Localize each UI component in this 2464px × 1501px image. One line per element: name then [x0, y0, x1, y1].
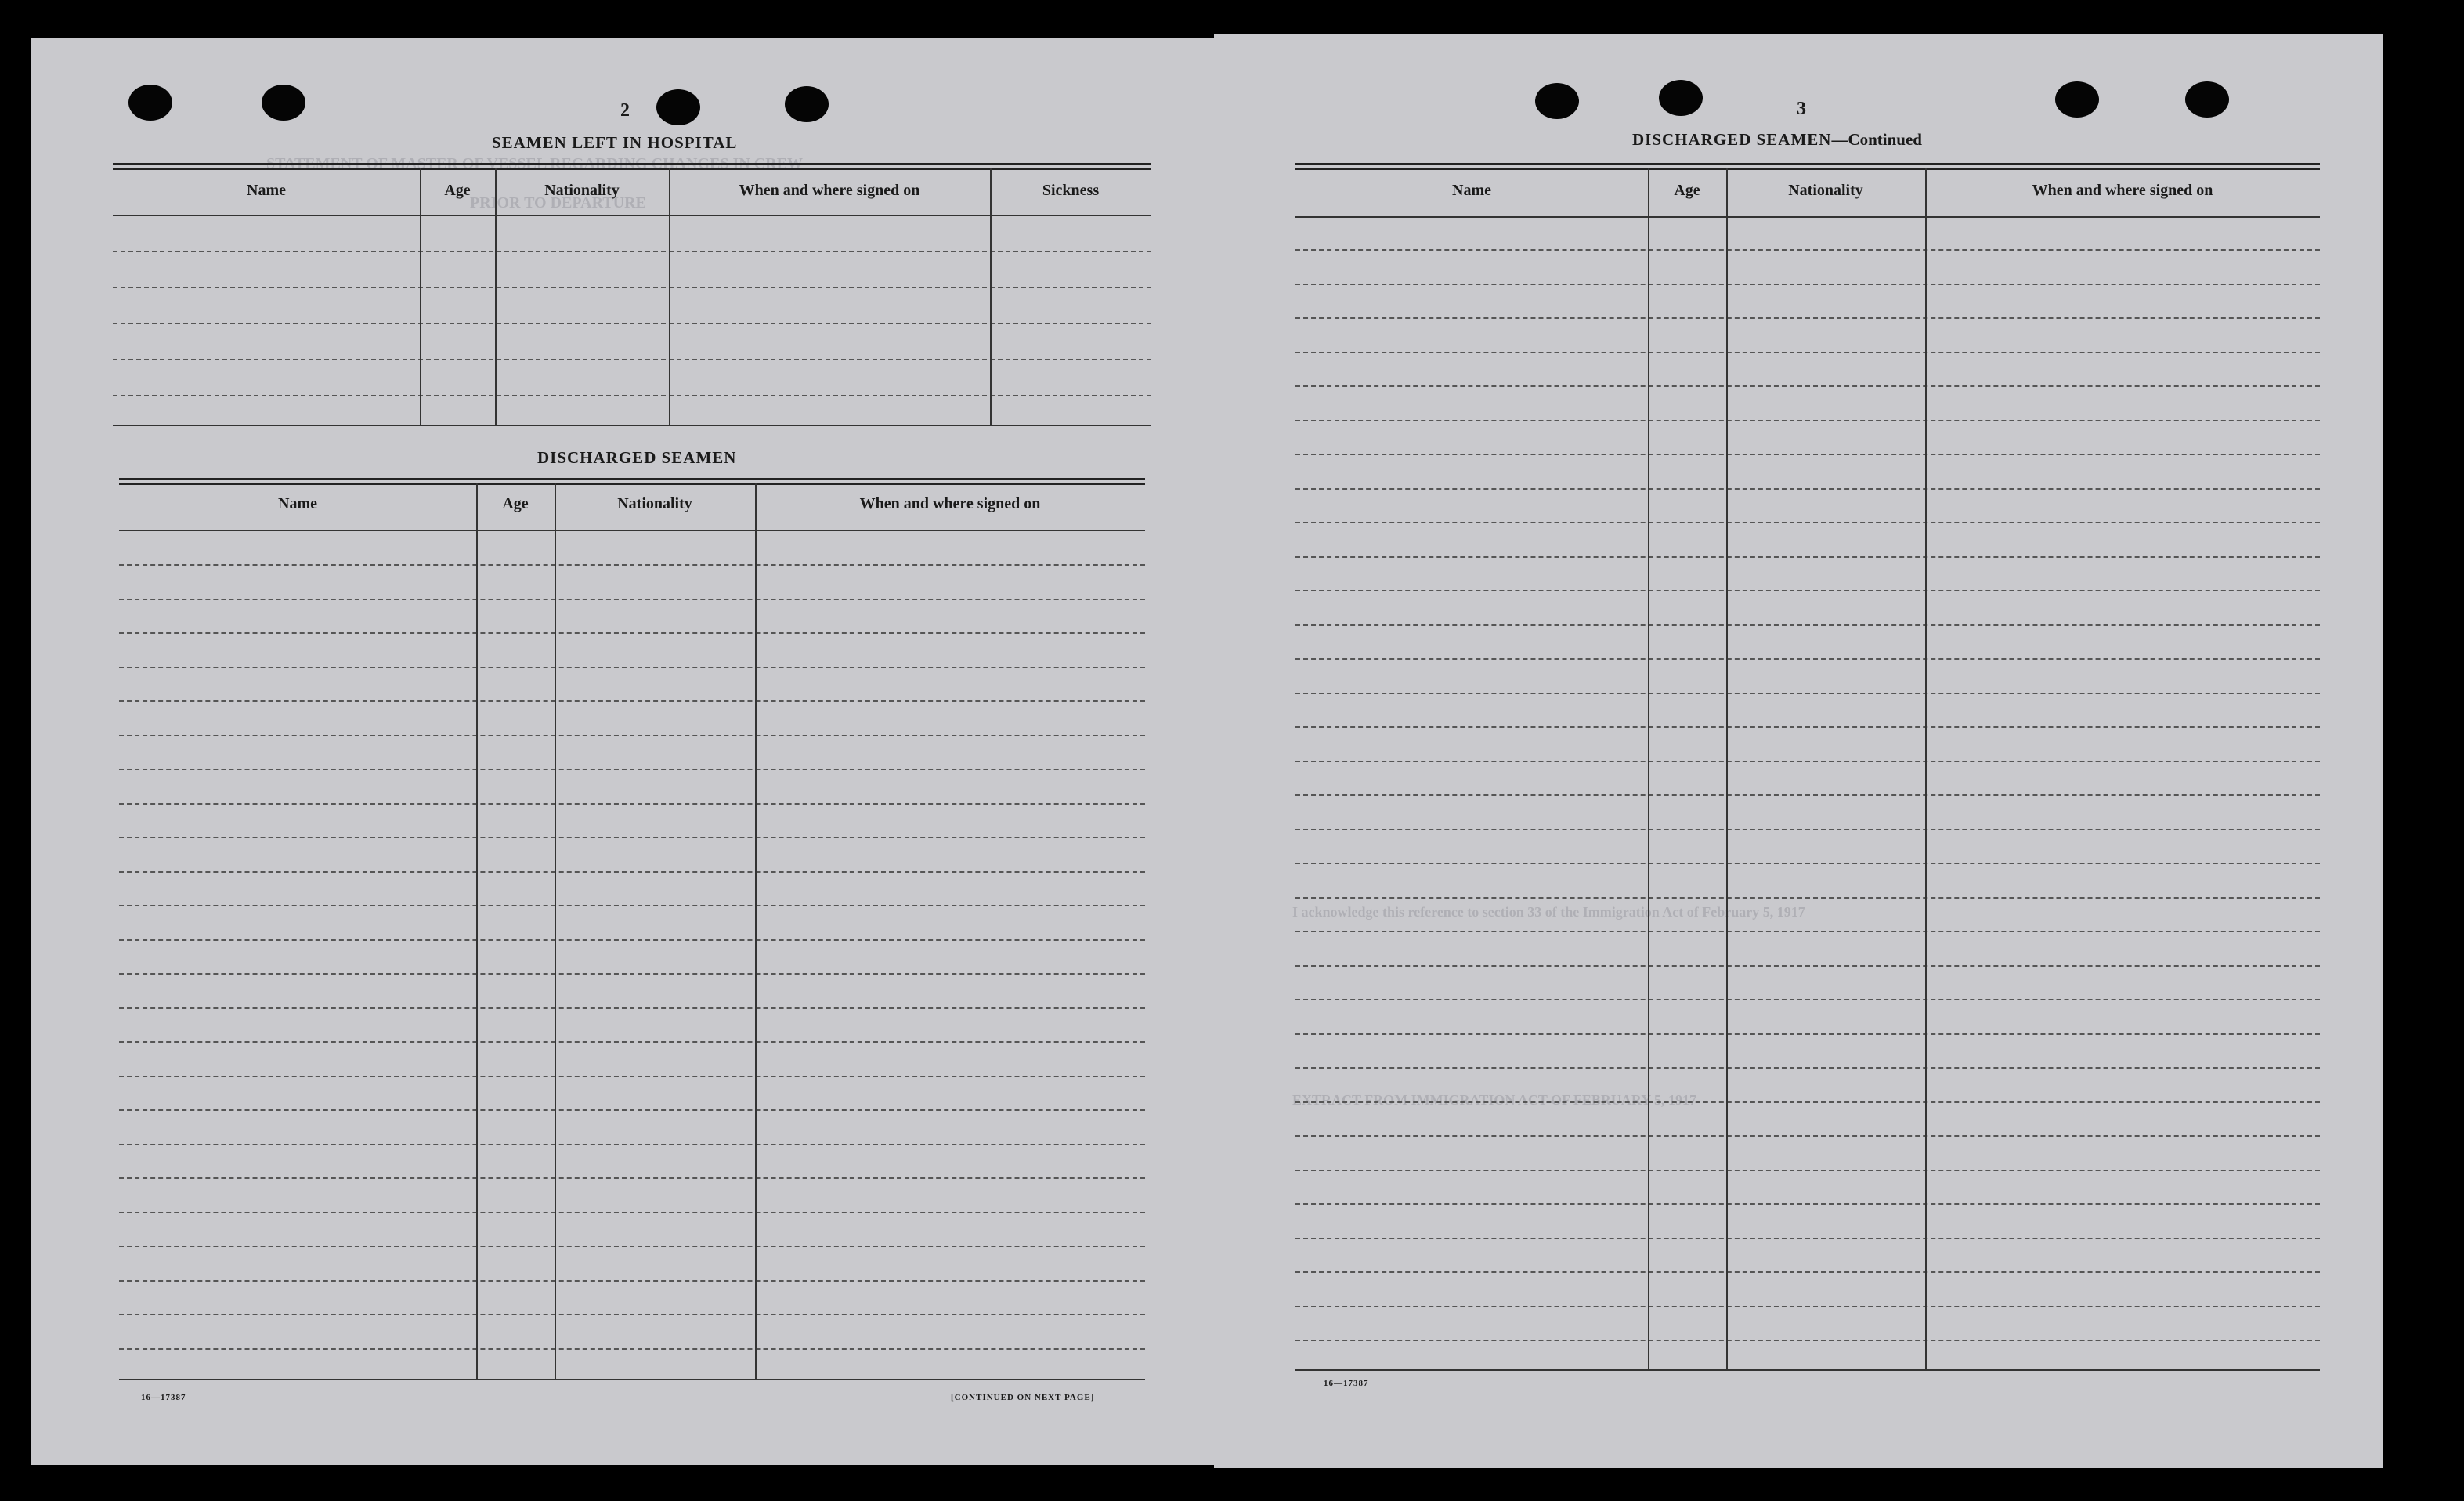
discharged-section-title: DISCHARGED SEAMEN: [537, 448, 737, 467]
table-row: [119, 1348, 1145, 1350]
table-row: [1295, 999, 2320, 1000]
table-row: [1295, 249, 2320, 251]
table-row: [119, 1212, 1145, 1213]
table-row: [1295, 829, 2320, 830]
table-bottom-rule: [1295, 1369, 2320, 1371]
header-rule: [1295, 216, 2320, 218]
table-row: [119, 803, 1145, 805]
table-row: [119, 1007, 1145, 1009]
page-number: 3: [1797, 99, 1806, 119]
table-row: [119, 1041, 1145, 1043]
table-top-rule: [1295, 163, 2320, 165]
table-row: [113, 251, 1151, 252]
table-row: [1295, 1271, 2320, 1273]
table-top-rule: [119, 478, 1145, 480]
header-rule: [113, 215, 1151, 216]
table-row: [119, 564, 1145, 566]
table-row: [1295, 726, 2320, 728]
punch-hole: [128, 85, 172, 121]
column-header-name: Name: [1452, 182, 1491, 199]
column-divider: [495, 168, 497, 425]
table-row: [1295, 897, 2320, 899]
table-row: [119, 599, 1145, 600]
table-row: [119, 973, 1145, 975]
table-row: [1295, 1033, 2320, 1035]
table-row: [1295, 590, 2320, 591]
discharged-table: [119, 478, 1145, 1382]
column-header-age: Age: [502, 495, 529, 512]
table-row: [1295, 1306, 2320, 1307]
column-divider: [755, 483, 757, 1379]
table-row: [1295, 931, 2320, 932]
table-row: [1295, 522, 2320, 523]
table-row: [1295, 488, 2320, 490]
form-number: 16—17387: [141, 1393, 186, 1402]
bleed-through-text: EXTRACT FROM IMMIGRATION ACT OF FEBRUARY 5, 1917: [1292, 1092, 1697, 1108]
table-row: [119, 769, 1145, 770]
table-row: [1295, 1340, 2320, 1341]
table-top-rule: [119, 483, 1145, 485]
table-top-rule: [1295, 168, 2320, 170]
table-row: [113, 323, 1151, 324]
table-row: [1295, 624, 2320, 626]
table-row: [1295, 693, 2320, 694]
table-row: [113, 359, 1151, 360]
table-row: [119, 1076, 1145, 1077]
table-row: [1295, 317, 2320, 319]
table-row: [1295, 352, 2320, 353]
title-continued: —Continued: [1831, 130, 1922, 149]
table-row: [113, 287, 1151, 288]
column-header-age: Age: [444, 182, 471, 199]
header-rule: [119, 530, 1145, 531]
column-header-sickness: Sickness: [1042, 182, 1100, 199]
table-row: [1295, 1170, 2320, 1171]
column-divider: [476, 483, 478, 1379]
table-row: [119, 939, 1145, 941]
table-row: [1295, 454, 2320, 455]
discharged-table-continued: [1295, 163, 2320, 1374]
column-header-signed-on: When and where signed on: [739, 182, 920, 199]
table-row: [119, 1280, 1145, 1282]
table-top-rule: [113, 168, 1151, 170]
column-header-age: Age: [1674, 182, 1700, 199]
form-number: 16—17387: [1324, 1379, 1369, 1388]
column-divider: [420, 168, 421, 425]
table-row: [119, 735, 1145, 736]
table-top-rule: [113, 163, 1151, 165]
hospital-section-title: SEAMEN LEFT IN HOSPITAL: [492, 133, 738, 152]
table-row: [119, 1177, 1145, 1179]
table-row: [119, 905, 1145, 906]
table-row: [119, 632, 1145, 634]
column-divider: [1726, 168, 1728, 1369]
punch-hole: [1535, 83, 1579, 119]
column-divider: [669, 168, 670, 425]
table-bottom-rule: [113, 425, 1151, 426]
punch-hole: [785, 86, 829, 122]
column-divider: [1925, 168, 1927, 1369]
right-page: [1214, 34, 2383, 1468]
bleed-through-text: I acknowledge this reference to section 33 of the Immigration Act of February 5, 1917: [1292, 904, 1805, 920]
table-row: [1295, 1203, 2320, 1205]
punch-hole: [2055, 81, 2099, 118]
column-divider: [1648, 168, 1649, 1369]
column-header-nationality: Nationality: [544, 182, 620, 199]
table-row: [1295, 1101, 2320, 1103]
table-row: [119, 1246, 1145, 1247]
column-header-signed-on: When and where signed on: [859, 495, 1041, 512]
hospital-table: [113, 163, 1151, 428]
table-row: [119, 700, 1145, 702]
page-title: [1632, 130, 1922, 150]
table-row: [113, 395, 1151, 396]
left-page: [31, 38, 1214, 1465]
table-row: [119, 667, 1145, 668]
column-divider: [555, 483, 556, 1379]
table-row: [1295, 1238, 2320, 1239]
table-row: [119, 837, 1145, 838]
column-header-name: Name: [247, 182, 286, 199]
bleed-through-text: PRIOR TO DEPARTURE: [470, 194, 646, 212]
column-header-signed-on: When and where signed on: [2032, 182, 2213, 199]
table-row: [1295, 284, 2320, 285]
table-row: [1295, 1067, 2320, 1069]
table-row: [119, 1109, 1145, 1111]
table-row: [1295, 863, 2320, 864]
punch-hole: [1659, 80, 1703, 116]
table-row: [119, 1144, 1145, 1145]
title-main: DISCHARGED SEAMEN: [1632, 130, 1832, 149]
table-row: [1295, 1135, 2320, 1137]
punch-hole: [2185, 81, 2229, 118]
column-divider: [990, 168, 992, 425]
table-row: [1295, 761, 2320, 762]
column-header-nationality: Nationality: [1788, 182, 1863, 199]
punch-hole: [262, 85, 305, 121]
table-row: [1295, 420, 2320, 421]
table-row: [1295, 965, 2320, 967]
column-header-nationality: Nationality: [617, 495, 692, 512]
table-row: [1295, 658, 2320, 660]
page-number: 2: [620, 100, 630, 121]
table-row: [1295, 385, 2320, 387]
continued-note: [CONTINUED ON NEXT PAGE]: [951, 1393, 1095, 1402]
table-row: [119, 1314, 1145, 1315]
table-row: [1295, 794, 2320, 796]
column-header-name: Name: [278, 495, 317, 512]
punch-hole: [656, 89, 700, 125]
bleed-through-text: STATEMENT OF MASTER OF VESSEL REGARDING CHANGES IN CREW: [266, 155, 803, 172]
table-row: [119, 871, 1145, 873]
table-row: [1295, 556, 2320, 558]
table-bottom-rule: [119, 1379, 1145, 1380]
